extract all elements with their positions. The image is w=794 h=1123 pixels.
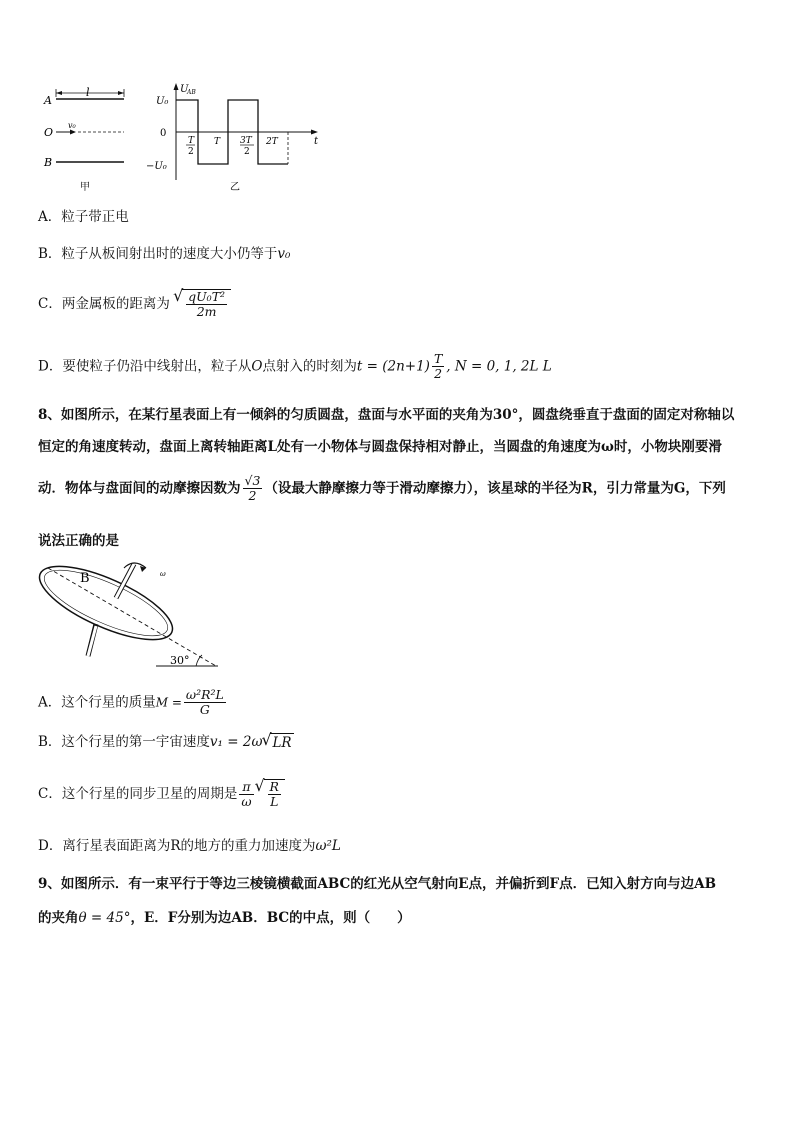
label-l: l <box>86 86 90 99</box>
q7-option-d-o: O <box>251 358 263 375</box>
q7-option-b <box>38 245 290 263</box>
q7-option-d-frac <box>432 352 444 381</box>
q8-line3-text-b: （设最大静摩擦力等于滑动摩擦力），该星球的半径为R，引力常量为G，下列 <box>264 480 726 497</box>
q8-option-c-text: C．这个行星的同步卫星的周期是 <box>38 786 238 802</box>
q8-option-a-frac <box>184 688 226 717</box>
q8-mu-num: √3 <box>244 473 261 488</box>
q8-option-c-frac <box>239 780 253 809</box>
q8-line2-text: 恒定的角速度转动，盘面上离转轴距离L处有一小物体与圆盘保持相对静止，当圆盘的角速度为ω时，小物块刚要滑 <box>38 439 722 455</box>
q9-line1-text: 9、如图所示．有一束平行于等边三棱镜横截面ABC的红光从空气射向E点，并偏折到F点．已知入射方向与边AB <box>38 876 717 892</box>
q8-option-d <box>38 837 341 855</box>
figure-tilted-disk <box>38 558 228 673</box>
q8-option-c-sqrt-den: L <box>270 794 279 809</box>
q7-option-d-frac-num: T <box>433 351 443 366</box>
q8-option-c-sqrt <box>264 779 285 809</box>
q7-option-d-math1: t = (2n+1) <box>356 358 430 375</box>
tick-t2-num: T <box>188 136 195 146</box>
q8-option-a-num: ω²R²L <box>185 687 224 702</box>
q8-option-c-den: ω <box>241 793 252 809</box>
q8-stem-line3 <box>38 474 726 503</box>
omega-label: ω <box>160 570 166 578</box>
label-b: B <box>44 156 53 169</box>
axis-t-label: t <box>314 136 319 147</box>
tick-t2-den: 2 <box>188 147 194 157</box>
q7-option-c-sqrt <box>182 289 231 319</box>
tick-t: T <box>214 137 221 147</box>
q8-option-d-math: ω²L <box>315 838 341 854</box>
q8-line1-text: 8、如图所示，在某行星表面上有一倾斜的匀质圆盘，盘面与水平面的夹角为30°，圆盘绕垂直于盘面的固定对称轴以 <box>38 407 735 423</box>
angle-label: 30° <box>170 654 190 667</box>
q8-option-b-text: B．这个行星的第一宇宙速度 <box>38 734 210 750</box>
q8-option-d-text: D．离行星表面距离为R的地方的重力加速度为 <box>38 838 316 854</box>
axis-y-label: U <box>180 84 189 95</box>
q7-option-d-text1: D．要使粒子仍沿中线射出，粒子从 <box>38 358 252 375</box>
caption-jia: 甲 <box>80 182 90 193</box>
q8-stem-line2 <box>38 438 722 456</box>
q8-mu-den: 2 <box>248 488 257 503</box>
tick-3t2-num: 3T <box>240 136 252 146</box>
q7-option-a <box>38 208 129 226</box>
label-a: A <box>44 94 52 107</box>
q8-option-c-num: π <box>239 780 253 795</box>
q8-option-a-text: A．这个行星的质量 <box>38 694 156 711</box>
label-o: O <box>44 126 54 139</box>
q7-option-d-text2: 点射入的时刻为 <box>262 358 357 375</box>
q7-option-b-text: B．粒子从板间射出时的速度大小仍等于 <box>38 246 278 262</box>
q7-option-c <box>38 289 231 319</box>
tick-3t2-den: 2 <box>244 147 250 157</box>
caption-yi: 乙 <box>230 182 240 193</box>
axis-y-sub: AB <box>187 89 196 96</box>
q7-option-a-text: A．粒子带正电 <box>38 209 129 225</box>
zero-label: 0 <box>160 128 167 139</box>
q8-stem-line1 <box>38 406 734 424</box>
tick-2t: 2T <box>266 137 278 147</box>
q9-stem-line1 <box>38 875 716 893</box>
q7-option-d-frac-den: 2 <box>434 366 443 381</box>
q9-line2-text-b: ，E．F分别为边AB．BC的中点，则（ ） <box>130 910 411 926</box>
q8-mu-frac <box>243 474 263 503</box>
q7-option-d-math2: , N = 0, 1, 2L L <box>446 358 552 375</box>
q7-option-d <box>38 352 552 381</box>
q7-option-c-frac <box>186 290 227 319</box>
q7-option-c-den: 2m <box>196 304 217 319</box>
label-v0: v₀ <box>68 121 76 130</box>
q8-option-a-lhs: M = <box>155 695 182 710</box>
q8-option-c-sqrt-num: √ R <box>269 779 279 794</box>
q8-option-c-sqrt-frac <box>268 780 281 809</box>
q8-option-b-sqrt: √ LR <box>270 733 293 752</box>
q7-option-c-num: √ qU₀T² <box>188 289 226 304</box>
q8-option-a <box>38 688 228 717</box>
q8-stem-line4 <box>38 532 119 550</box>
q8-option-b <box>38 733 294 752</box>
q9-theta-math: θ = 45° <box>78 910 131 926</box>
q8-option-c <box>38 779 285 809</box>
u0-label: U₀ <box>156 96 169 107</box>
q8-line3-text-a: 动．物体与盘面间的动摩擦因数为 <box>38 480 241 497</box>
q8-line4-text: 说法正确的是 <box>38 533 119 549</box>
q9-stem-line2 <box>38 909 411 927</box>
q9-line2-text-a: 的夹角 <box>38 910 79 926</box>
point-b-label: B <box>80 571 90 586</box>
q8-option-b-math: v₁ = 2ω <box>209 734 263 750</box>
figure-plates-and-waveform <box>38 80 338 195</box>
q7-option-c-text: C．两金属板的距离为 <box>38 296 170 312</box>
q7-option-b-math: v₀ <box>277 246 291 262</box>
neg-u0-label: −U₀ <box>146 161 167 172</box>
q8-option-a-den: G <box>199 702 210 717</box>
